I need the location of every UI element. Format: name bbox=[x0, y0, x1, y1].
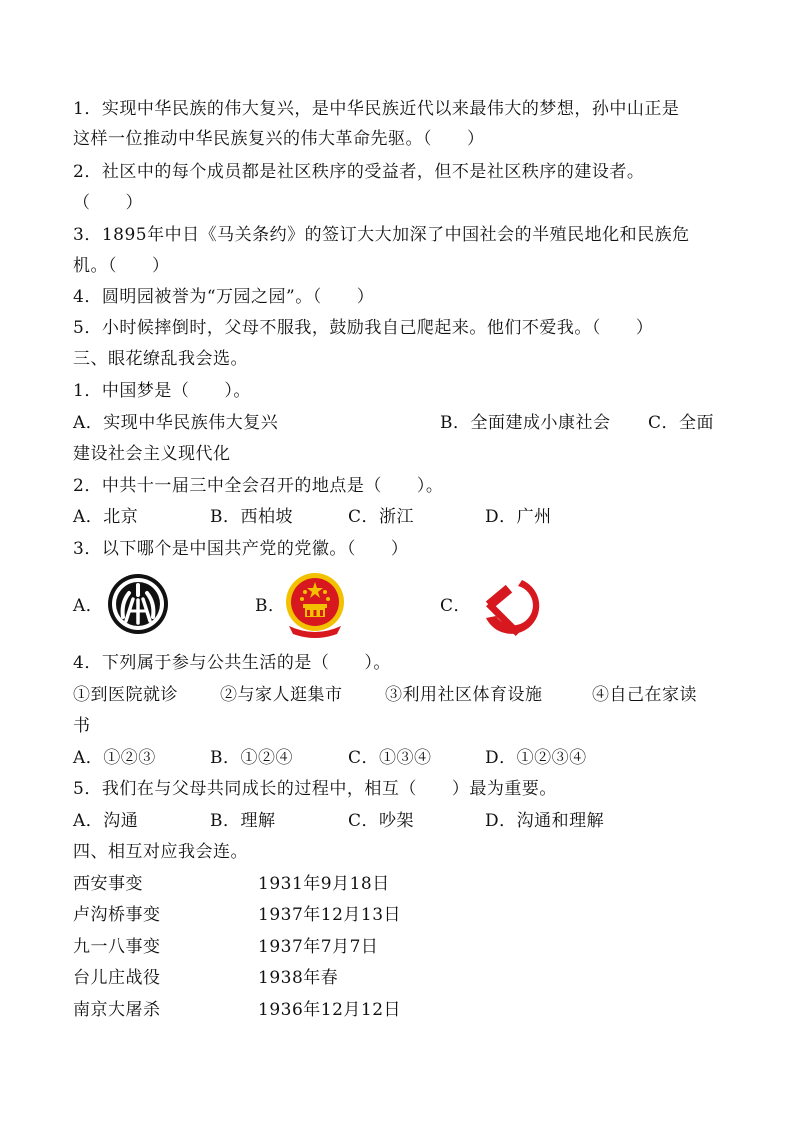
mc-q4-option-c: C．①③④ bbox=[348, 748, 432, 768]
mc-q5-option-a: A．沟通 bbox=[73, 811, 139, 831]
mc-q1-option-c-cont: 建设社会主义现代化 bbox=[73, 444, 231, 464]
peking-university-emblem-icon bbox=[107, 573, 169, 635]
mc-q2-option-d: D．广州 bbox=[485, 507, 552, 527]
section3-title: 三、眼花缭乱我会选。 bbox=[73, 349, 248, 369]
mc-q4-item-3: ③利用社区体育设施 bbox=[385, 685, 543, 705]
match-date-5: 1936年12月12日 bbox=[258, 1000, 402, 1020]
match-date-1: 1931年9月18日 bbox=[258, 874, 390, 894]
mc-q1-option-b: B．全面建成小康社会 bbox=[440, 413, 611, 433]
judge-q2-line2: （ ） bbox=[73, 193, 143, 213]
mc-q2: 2．中共十一届三中全会召开的地点是（ ）。 bbox=[73, 476, 444, 496]
judge-q1-line2: 这样一位推动中华民族复兴的伟大革命先驱。（ ） bbox=[73, 129, 485, 149]
mc-q2-option-b: B．西柏坡 bbox=[210, 507, 293, 527]
mc-q5-option-d: D．沟通和理解 bbox=[485, 811, 605, 831]
mc-q3-option-a: A． bbox=[73, 596, 104, 616]
match-event-5: 南京大屠杀 bbox=[73, 1000, 161, 1020]
judge-q4: 4．圆明园被誉为“万园之园”。（ ） bbox=[73, 287, 375, 307]
mc-q5: 5．我们在与父母共同成长的过程中，相互（ ）最为重要。 bbox=[73, 779, 557, 799]
mc-q4: 4．下列属于参与公共生活的是（ ）。 bbox=[73, 653, 391, 673]
match-date-3: 1937年7月7日 bbox=[258, 937, 379, 957]
judge-q3-line2: 机。（ ） bbox=[73, 256, 170, 276]
mc-q2-option-a: A．北京 bbox=[73, 507, 139, 527]
judge-q3-line1: 3．1895年中日《马关条约》的签订大大加深了中国社会的半殖民地化和民族危 bbox=[73, 225, 690, 245]
match-event-3: 九一八事变 bbox=[73, 937, 161, 957]
match-date-4: 1938年春 bbox=[258, 968, 339, 988]
mc-q4-option-d: D．①②③④ bbox=[485, 748, 587, 768]
match-event-2: 卢沟桥事变 bbox=[73, 905, 161, 925]
match-date-2: 1937年12月13日 bbox=[258, 905, 402, 925]
mc-q1-option-c: C．全面 bbox=[648, 413, 715, 433]
judge-q5: 5．小时候摔倒时，父母不服我，鼓励我自己爬起来。他们不爱我。（ ） bbox=[73, 318, 654, 338]
mc-q3-option-c: C． bbox=[440, 596, 472, 616]
mc-q5-option-b: B．理解 bbox=[210, 811, 276, 831]
mc-q4-option-a: A．①②③ bbox=[73, 748, 156, 768]
national-emblem-icon bbox=[283, 572, 347, 638]
mc-q4-item-2: ②与家人逛集市 bbox=[220, 685, 343, 705]
match-event-1: 西安事变 bbox=[73, 874, 143, 894]
judge-q1-line1: 1．实现中华民族的伟大复兴，是中华民族近代以来最伟大的梦想，孙中山正是 bbox=[73, 99, 680, 119]
match-event-4: 台儿庄战役 bbox=[73, 968, 161, 988]
mc-q3-option-b: B． bbox=[255, 596, 286, 616]
hammer-sickle-icon bbox=[478, 572, 550, 642]
mc-q5-option-c: C．吵架 bbox=[348, 811, 415, 831]
mc-q4-item-4: ④自己在家读 bbox=[592, 685, 697, 705]
mc-q1: 1．中国梦是（ ）。 bbox=[73, 381, 251, 401]
judge-q2-line1: 2．社区中的每个成员都是社区秩序的受益者，但不是社区秩序的建设者。 bbox=[73, 162, 645, 182]
section4-title: 四、相互对应我会连。 bbox=[73, 842, 248, 862]
mc-q4-option-b: B．①②④ bbox=[210, 748, 293, 768]
mc-q3: 3．以下哪个是中国共产党的党徽。（ ） bbox=[73, 539, 409, 559]
mc-q1-option-a: A．实现中华民族伟大复兴 bbox=[73, 413, 279, 433]
mc-q2-option-c: C．浙江 bbox=[348, 507, 415, 527]
mc-q4-item-4-cont: 书 bbox=[73, 716, 91, 736]
mc-q4-item-1: ①到医院就诊 bbox=[73, 685, 178, 705]
